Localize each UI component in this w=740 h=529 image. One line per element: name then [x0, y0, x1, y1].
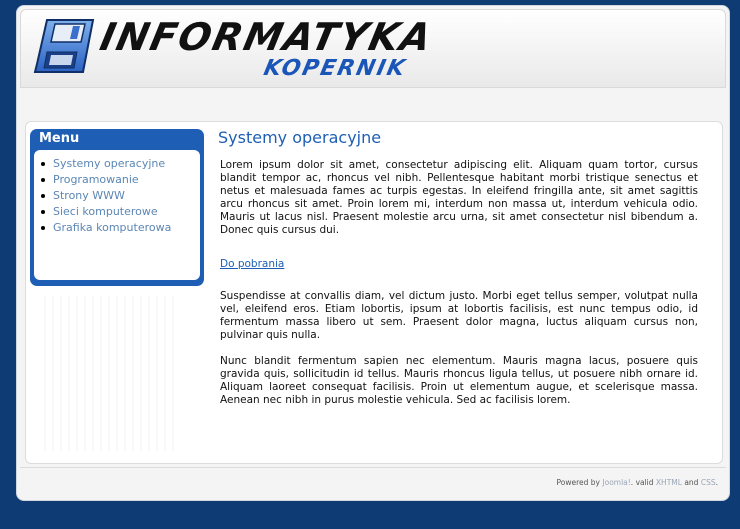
footer-end: .: [715, 478, 718, 487]
menu-list-container: [34, 150, 200, 280]
site-footer: [20, 467, 726, 498]
menu-item-strony-www[interactable]: Strony WWW: [53, 188, 200, 204]
menu-item-programowanie[interactable]: Programowanie: [53, 172, 200, 188]
article-title: Systemy operacyjne: [218, 128, 382, 147]
menu-item-systemy-operacyjne[interactable]: Systemy operacyjne: [53, 156, 200, 172]
sidebar-decoration: [44, 296, 174, 451]
footer-and: and: [684, 478, 699, 487]
footer-credits: [557, 478, 718, 488]
article-paragraph-2: Suspendisse at convallis diam, vel dictum justo. Morbi eget tellus semper, volutpat nulla vel, eleifend eros. Etiam lobortis, ipsum at lobortis facilisis, est nunc tempus odio, id fermentum massa libero ut sem. Praesent dolor magna, luctus aliquam cursus non, pulvinar quis nulla.: [220, 290, 698, 341]
logo-subtitle: KOPERNIK: [261, 56, 409, 81]
menu-item-sieci-komputerowe[interactable]: Sieci komputerowe: [53, 204, 200, 220]
sidebar-menu: [30, 129, 204, 286]
site-header: [20, 9, 726, 88]
footer-valid: . valid: [630, 478, 654, 487]
footer-powered-by: Powered by: [556, 478, 601, 487]
download-link[interactable]: Do pobrania: [220, 258, 285, 270]
menu-title: Menu: [39, 131, 80, 146]
menu-list: [34, 150, 200, 236]
floppy-disk-icon: [33, 18, 95, 74]
article-paragraph-3: Nunc blandit fermentum sapien nec elementum. Mauris magna lacus, posuere quis gravida quis, sollicitudin id tellus. Mauris rhoncus ligula tellus, ut posuere nibh ornare id. Aliquam laoreet consequat facilisis. Proin ut elementum augue, et scelerisque massa. Aenean nec nibh in purus molestie vehicula. Sed ac facilisis lorem.: [220, 355, 698, 406]
logo-title: INFORMATYKA: [96, 15, 438, 59]
menu-item-grafika-komputerowa[interactable]: Grafika komputerowa: [53, 220, 200, 236]
footer-xhtml-link[interactable]: XHTML: [655, 478, 682, 487]
article-paragraph-1: Lorem ipsum dolor sit amet, consectetur adipiscing elit. Aliquam quam tortor, cursus blandit tempor ac, rhoncus vel nibh. Pellentesque habitant morbi tristique senectus et netus et malesuada fames ac turpis egestas. In eleifend fringilla ante, sit amet sagittis arcu rhoncus sit amet. Proin lorem mi, interdum non massa ut, interdum vehicula odio. Mauris ut lacus nisl. Praesent molestie arcu urna, sit amet consectetur nisl bibendum a. Donec quis cursus dui.: [220, 159, 698, 236]
page-container: [16, 5, 730, 501]
footer-joomla-link[interactable]: Joomla!: [602, 478, 631, 487]
footer-css-link[interactable]: CSS: [700, 478, 716, 487]
